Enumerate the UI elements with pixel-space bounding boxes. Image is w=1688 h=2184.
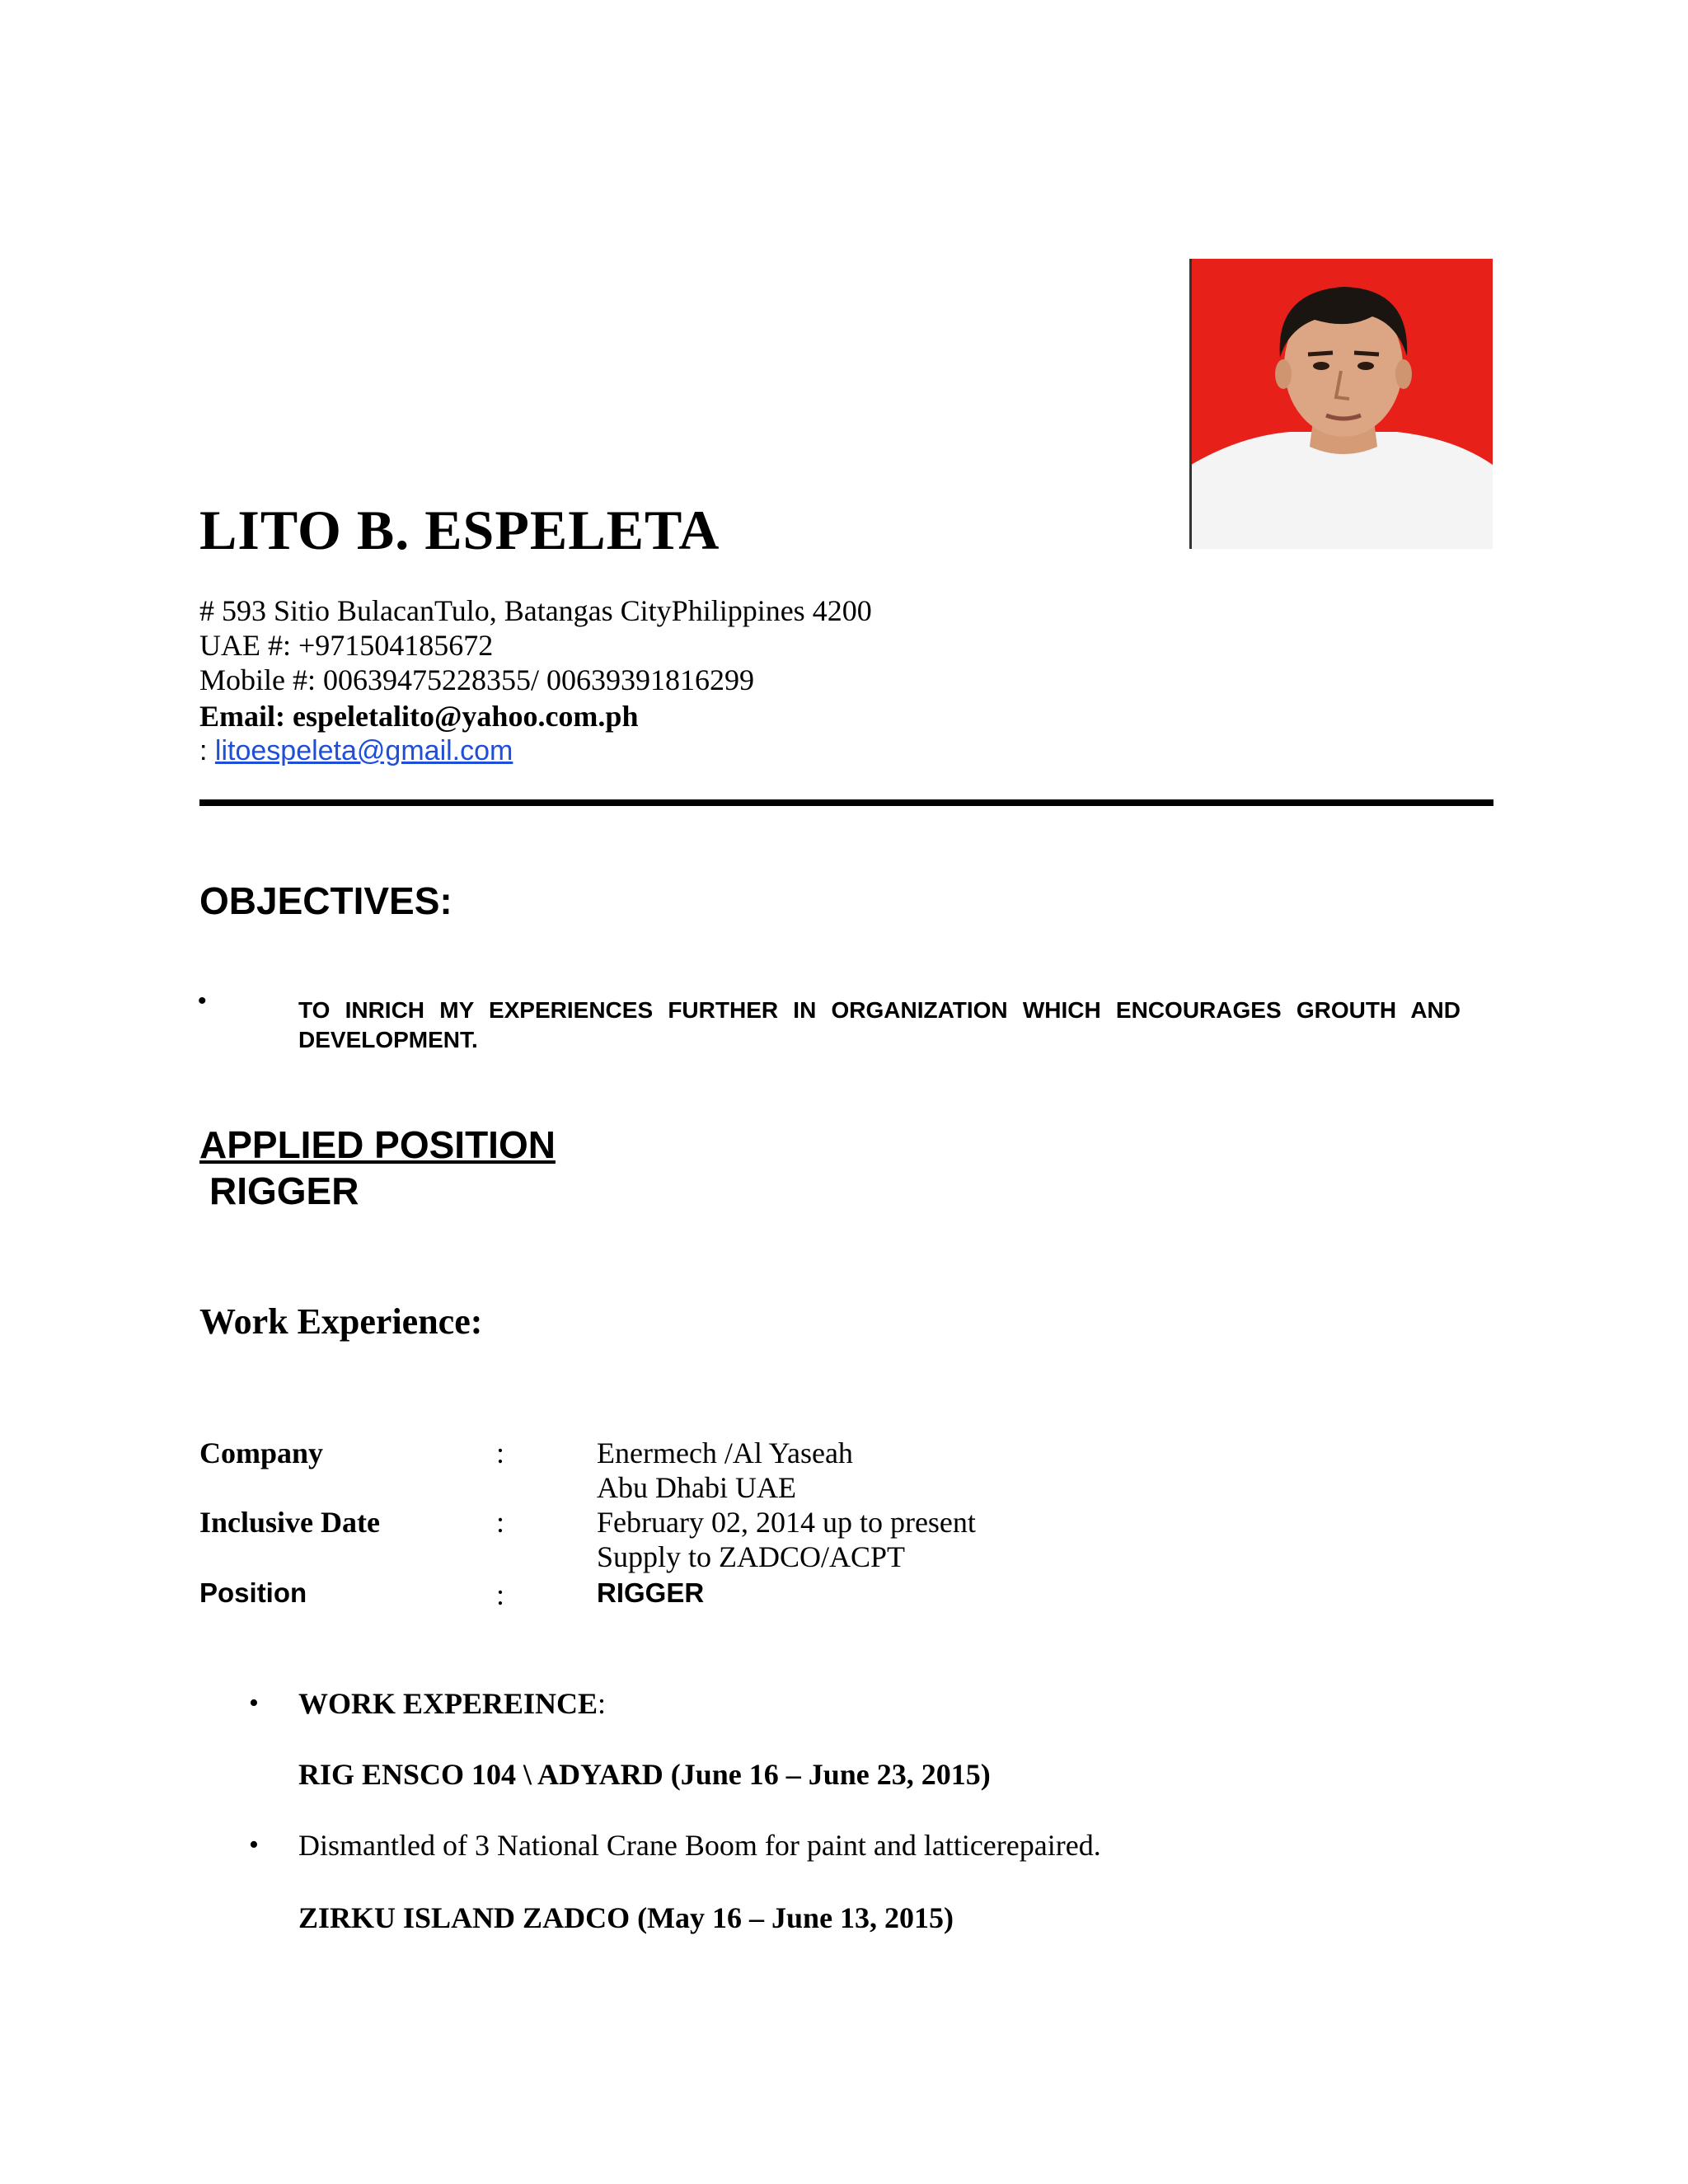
list-item (298, 1686, 606, 1721)
company-name: Enermech /Al Yaseah (597, 1436, 853, 1469)
project-heading: ZIRKU ISLAND ZADCO (May 16 – June 13, 2015) (298, 1901, 954, 1934)
inclusive-date-colon: : (496, 1506, 505, 1539)
work-experience-list-heading-colon: : (598, 1687, 607, 1720)
objectives-text: TO INRICH MY EXPERIENCES FURTHER IN ORGANIZATION WHICH ENCOURAGES GROUTH AND DEVELOPMENT. (298, 997, 1461, 1052)
work-experience-title: Work Experience: (199, 1301, 483, 1342)
bullet-icon: • (198, 987, 207, 1015)
bullet-icon: • (249, 1830, 259, 1860)
applicant-name: LITO B. ESPELETA (199, 499, 720, 561)
person-photo-icon (1191, 259, 1493, 549)
inclusive-date-value: February 02, 2014 up to present (597, 1506, 976, 1539)
email-secondary-line (199, 735, 513, 767)
email-secondary-link[interactable]: litoespeleta@gmail.com (214, 735, 513, 766)
email-primary: Email: espeletalito@yahoo.com.ph (199, 700, 639, 733)
position-colon: : (496, 1578, 505, 1611)
address-line: # 593 Sitio BulacanTulo, Batangas CityPhilippines 4200 (199, 594, 872, 627)
photo-border (1189, 259, 1192, 549)
bullet-icon: • (249, 1688, 259, 1718)
inclusive-date-label: Inclusive Date (199, 1506, 380, 1539)
email-secondary-prefix: : (199, 735, 208, 766)
mobile-phone: Mobile #: 00639475228355/ 00639391816299 (199, 663, 754, 696)
applied-position-value: RIGGER (209, 1169, 359, 1212)
company-label: Company (199, 1436, 324, 1469)
objectives-title: OBJECTIVES: (199, 879, 452, 922)
header-divider (199, 799, 1493, 806)
company-location: Abu Dhabi UAE (597, 1471, 796, 1504)
position-label: Position (199, 1577, 307, 1608)
supply-to-value: Supply to ZADCO/ACPT (597, 1540, 906, 1573)
company-colon: : (496, 1436, 505, 1469)
uae-phone: UAE #: +971504185672 (199, 629, 494, 662)
work-experience-list-heading: WORK EXPEREINCE (298, 1687, 598, 1720)
task-item: Dismantled of 3 National Crane Boom for paint and latticerepaired. (298, 1829, 1101, 1862)
position-value: RIGGER (597, 1577, 705, 1608)
project-heading: RIG ENSCO 104 \ ADYARD (June 16 – June 23, 2015) (298, 1758, 991, 1791)
applied-position-title: APPLIED POSITION (199, 1123, 556, 1166)
